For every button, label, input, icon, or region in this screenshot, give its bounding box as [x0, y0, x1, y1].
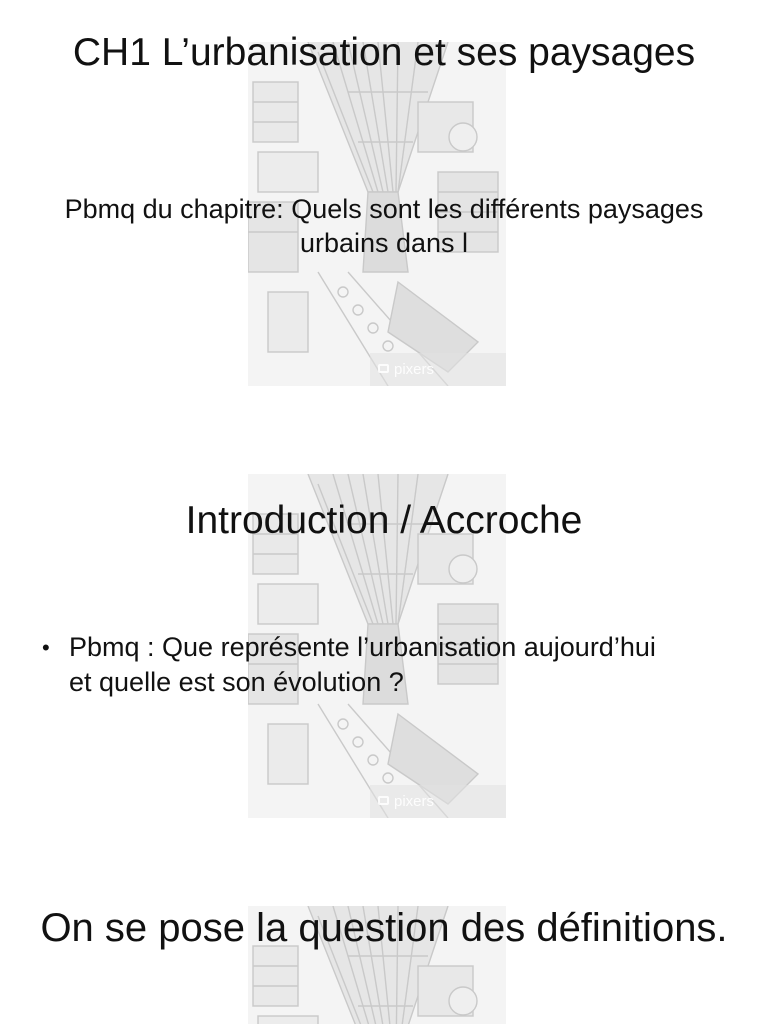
bullet-list [42, 630, 682, 700]
pixers-watermark [370, 353, 506, 386]
camera-icon [378, 364, 389, 373]
watermark-text: pixers [394, 361, 435, 378]
bullet-icon: • [42, 635, 50, 660]
slide-1 [0, 0, 768, 432]
watermark-text: pixers [394, 793, 435, 810]
slide-2 [0, 432, 768, 864]
slide-subtitle: Pbmq du chapitre: Quels sont les différents paysages urbains dans l [64, 194, 704, 258]
camera-icon [378, 796, 389, 805]
slide-3 [0, 864, 768, 1024]
pixers-watermark [370, 785, 506, 818]
slide-title: CH1 L’urbanisation et ses paysages [72, 31, 696, 74]
list-item [42, 630, 682, 700]
bullet-text: Pbmq : Que représente l’urbanisation aujourd’hui et quelle est son évolution ? [69, 632, 656, 697]
slide-title: Introduction / Accroche [185, 499, 583, 542]
slide-title: On se pose la question des définitions. [40, 906, 728, 950]
